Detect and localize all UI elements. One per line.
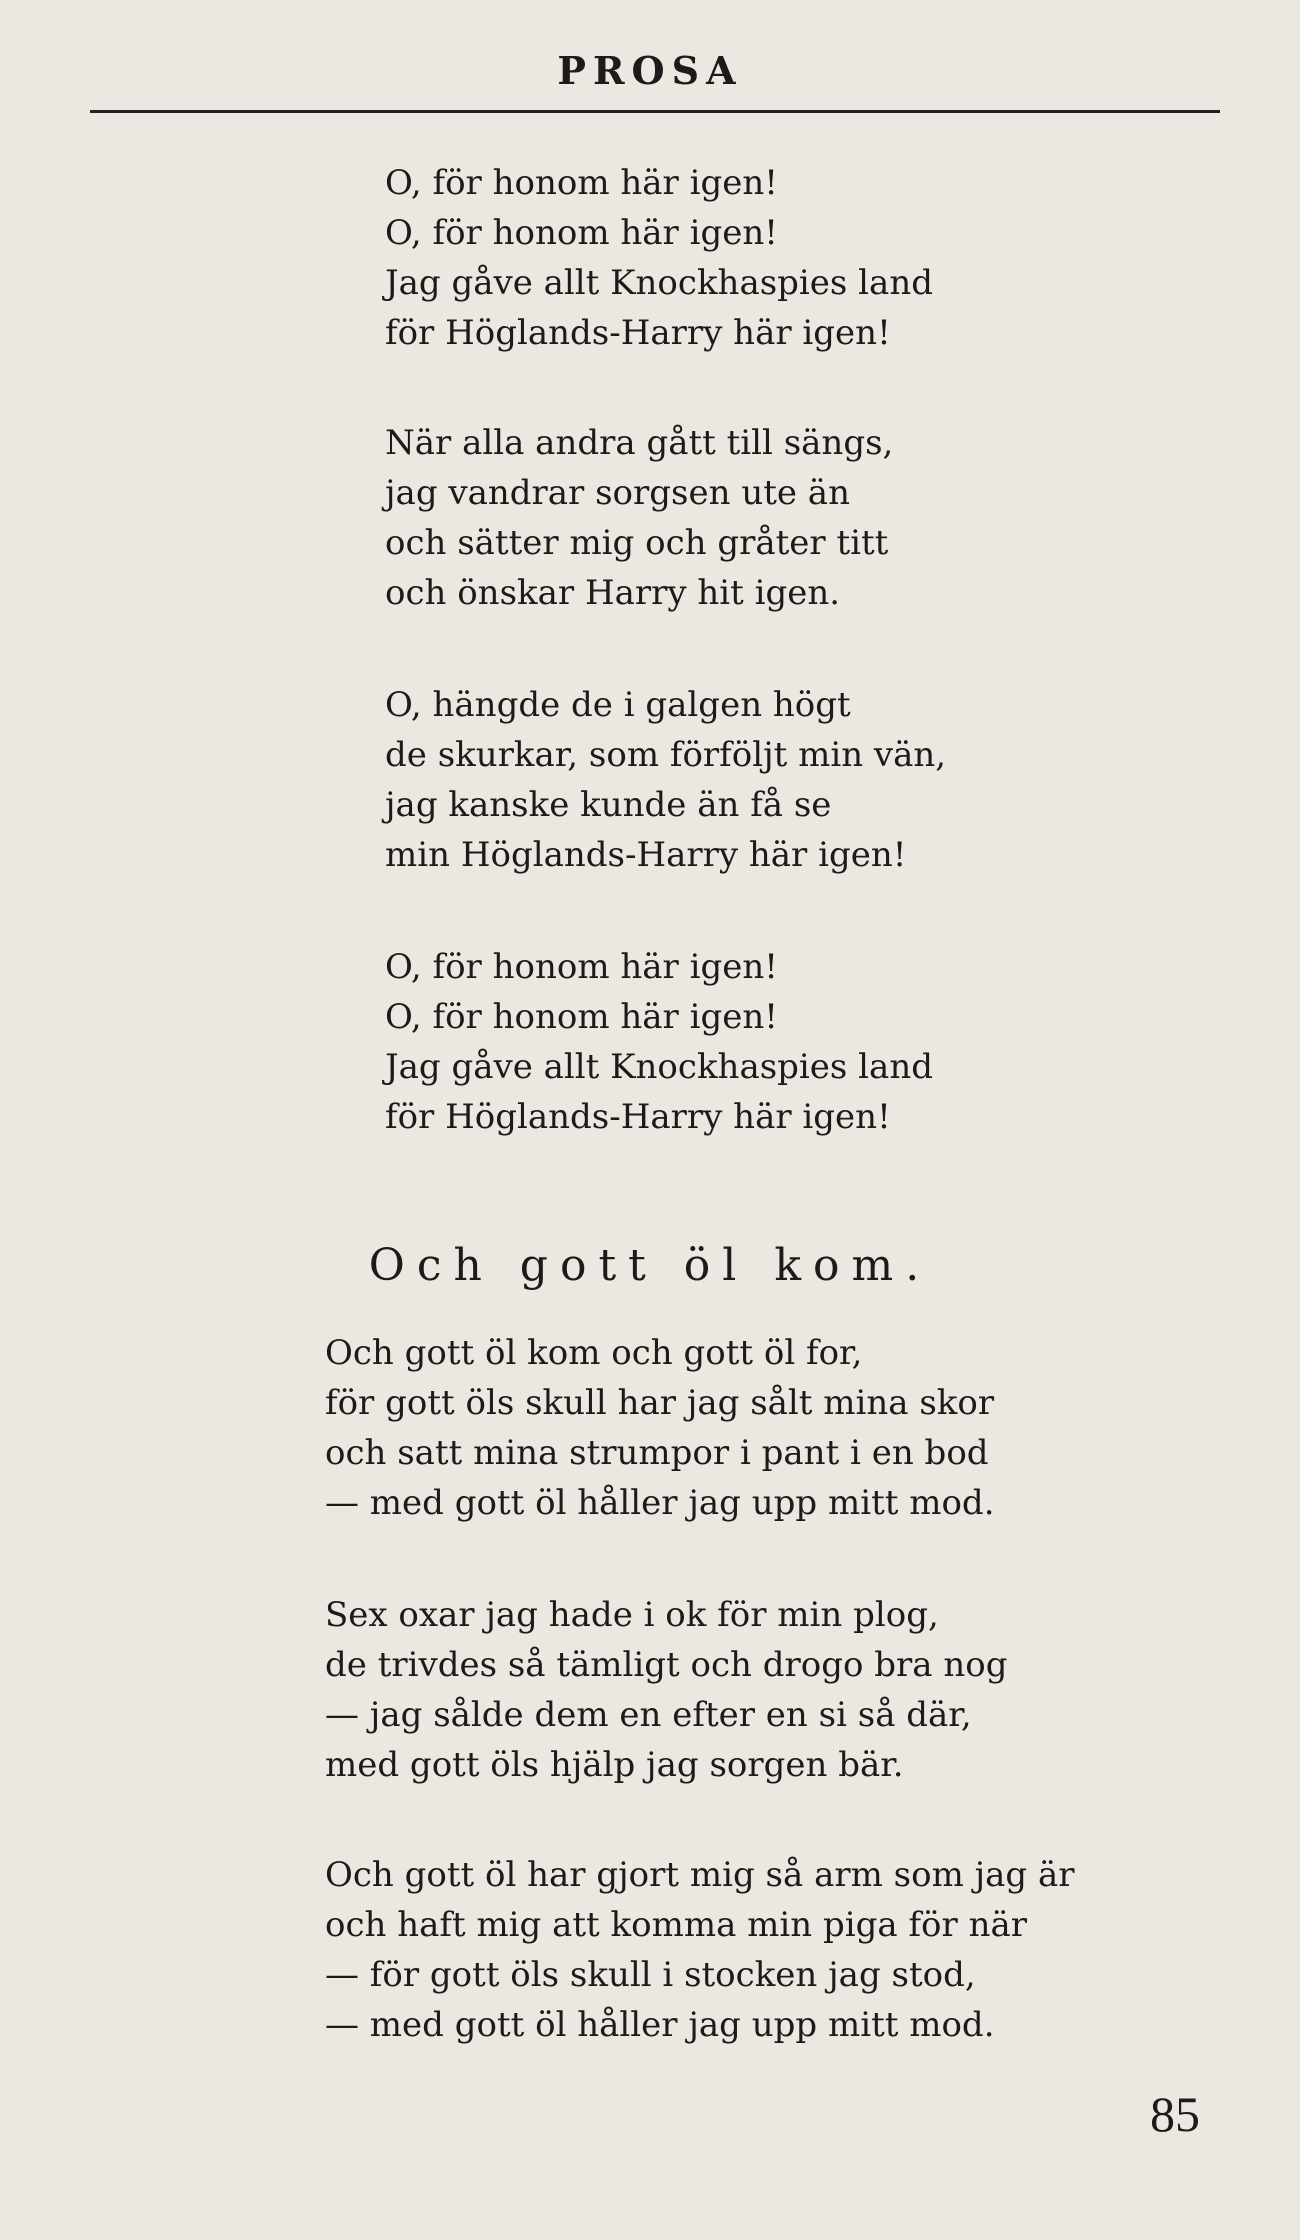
poem1-stanza-4-line-1: O, för honom här igen! xyxy=(385,947,778,987)
poem1-stanza-4-line-3: Jag gåve allt Knockhaspies land xyxy=(385,1047,933,1087)
poem1-stanza-2-line-2: jag vandrar sorgsen ute än xyxy=(385,473,850,513)
poem2-stanza-1-line-3: och satt mina strumpor i pant i en bod xyxy=(325,1433,989,1473)
poem1-stanza-3 xyxy=(385,680,946,880)
poem1-stanza-1-line-3: Jag gåve allt Knockhaspies land xyxy=(385,263,933,303)
poem1-stanza-4-line-2: O, för honom här igen! xyxy=(385,997,778,1037)
poem2-stanza-1 xyxy=(325,1328,995,1528)
poem2-stanza-3-line-2: och haft mig att komma min piga för när xyxy=(325,1905,1027,1945)
poem1-stanza-2-line-4: och önskar Harry hit igen. xyxy=(385,573,841,613)
poem1-stanza-3-line-4: min Höglands-Harry här igen! xyxy=(385,835,907,875)
poem1-stanza-1-line-2: O, för honom här igen! xyxy=(385,213,778,253)
poem1-stanza-1 xyxy=(385,158,933,358)
poem2-title: Och gott öl kom. xyxy=(368,1240,932,1291)
page-number: 85 xyxy=(1150,2086,1200,2142)
poem2-stanza-1-line-2: för gott öls skull har jag sålt mina skor xyxy=(325,1383,995,1423)
poem2-stanza-3-line-1: Och gott öl har gjort mig så arm som jag är xyxy=(325,1855,1075,1895)
poem1-stanza-3-line-2: de skurkar, som förföljt min vän, xyxy=(385,735,947,775)
poem1-stanza-4-line-4: för Höglands-Harry här igen! xyxy=(385,1097,891,1137)
poem1-stanza-1-line-1: O, för honom här igen! xyxy=(385,163,778,203)
poem2-stanza-2 xyxy=(325,1590,1008,1790)
poem2-stanza-3 xyxy=(325,1850,1075,2050)
header-rule xyxy=(90,110,1220,113)
poem1-stanza-2 xyxy=(385,418,893,618)
poem1-stanza-3-line-1: O, hängde de i galgen högt xyxy=(385,685,851,725)
poem1-stanza-2-line-1: När alla andra gått till sängs, xyxy=(385,423,894,463)
poem2-stanza-2-line-3: — jag sålde dem en efter en si så där, xyxy=(325,1695,972,1735)
poem2-stanza-2-line-4: med gott öls hjälp jag sorgen bär. xyxy=(325,1745,904,1785)
poem2-stanza-3-line-3: — för gott öls skull i stocken jag stod, xyxy=(325,1955,976,1995)
running-header: PROSA xyxy=(557,48,743,93)
poem1-stanza-4 xyxy=(385,942,933,1142)
poem2-stanza-2-line-1: Sex oxar jag hade i ok för min plog, xyxy=(325,1595,939,1635)
poem2-stanza-1-line-4: — med gott öl håller jag upp mitt mod. xyxy=(325,1483,995,1523)
poem2-stanza-2-line-2: de trivdes så tämligt och drogo bra nog xyxy=(325,1645,1008,1685)
poem1-stanza-3-line-3: jag kanske kunde än få se xyxy=(385,785,832,825)
poem1-stanza-2-line-3: och sätter mig och gråter titt xyxy=(385,523,889,563)
poem2-stanza-1-line-1: Och gott öl kom och gott öl for, xyxy=(325,1333,863,1373)
poem2-stanza-3-line-4: — med gott öl håller jag upp mitt mod. xyxy=(325,2005,995,2045)
poem1-stanza-1-line-4: för Höglands-Harry här igen! xyxy=(385,313,891,353)
